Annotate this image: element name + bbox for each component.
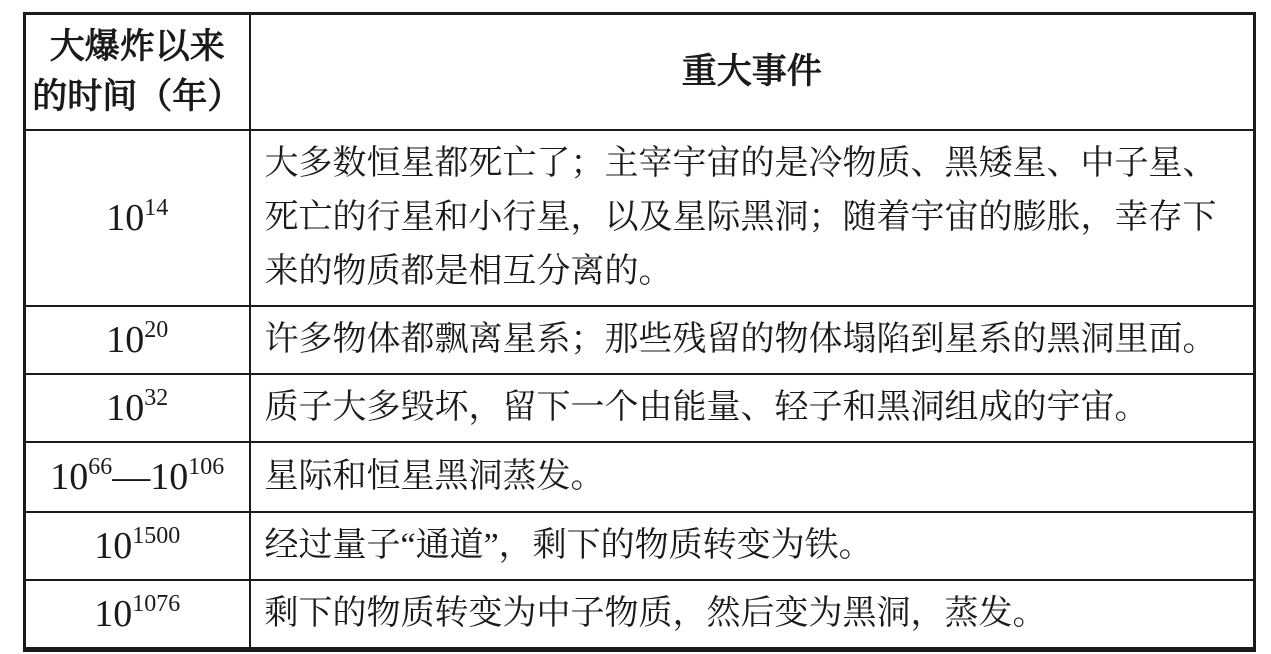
time-base: —: [112, 455, 151, 498]
time-column-header: [25, 14, 250, 130]
time-base: 10: [150, 455, 189, 498]
event-cell: 质子大多毁坏，留下一个由能量、轻子和黑洞组成的宇宙。: [250, 374, 1255, 442]
time-header-line1: 大爆炸以来: [49, 26, 225, 66]
time-base: 10: [94, 592, 133, 635]
time-cell: [25, 374, 250, 442]
time-base: 10: [106, 386, 145, 429]
time-cell: [25, 130, 250, 306]
event-cell: 许多物体都飘离星系；那些残留的物体塌陷到星系的黑洞里面。: [250, 306, 1255, 374]
time-base: 10: [106, 196, 145, 239]
header-row: [25, 14, 1255, 130]
time-cell: [25, 442, 250, 512]
time-exponent: 20: [144, 316, 169, 343]
time-exponent: 32: [144, 384, 169, 411]
time-base: 10: [106, 318, 145, 361]
time-exponent: 106: [188, 453, 225, 480]
time-cell: [25, 306, 250, 374]
big-bang-events-table: [23, 12, 1256, 652]
time-exponent: 1500: [132, 522, 181, 549]
event-cell: 剩下的物质转变为中子物质，然后变为黑洞，蒸发。: [250, 580, 1255, 650]
table-row: [25, 130, 1255, 306]
table-row: [25, 306, 1255, 374]
time-exponent: 14: [144, 194, 169, 221]
table-row: [25, 374, 1255, 442]
time-cell: [25, 580, 250, 650]
time-base: 10: [50, 455, 89, 498]
event-column-header: 重大事件: [250, 14, 1255, 130]
table-body: [25, 130, 1255, 650]
table-row: [25, 512, 1255, 580]
event-cell: 经过量子“通道”，剩下的物质转变为铁。: [250, 512, 1255, 580]
time-exponent: 1076: [132, 590, 181, 617]
time-cell: [25, 512, 250, 580]
event-cell: 星际和恒星黑洞蒸发。: [250, 442, 1255, 512]
time-exponent: 66: [88, 453, 113, 480]
table-row: [25, 580, 1255, 650]
time-header-line2: 的时间（年）: [32, 76, 243, 116]
time-base: 10: [94, 524, 133, 567]
event-cell: 大多数恒星都死亡了；主宰宇宙的是冷物质、黑矮星、中子星、死亡的行星和小行星，以及星际黑洞；随着宇宙的膨胀，幸存下来的物质都是相互分离的。: [250, 130, 1255, 306]
table-row: [25, 442, 1255, 512]
table-header: [25, 14, 1255, 130]
